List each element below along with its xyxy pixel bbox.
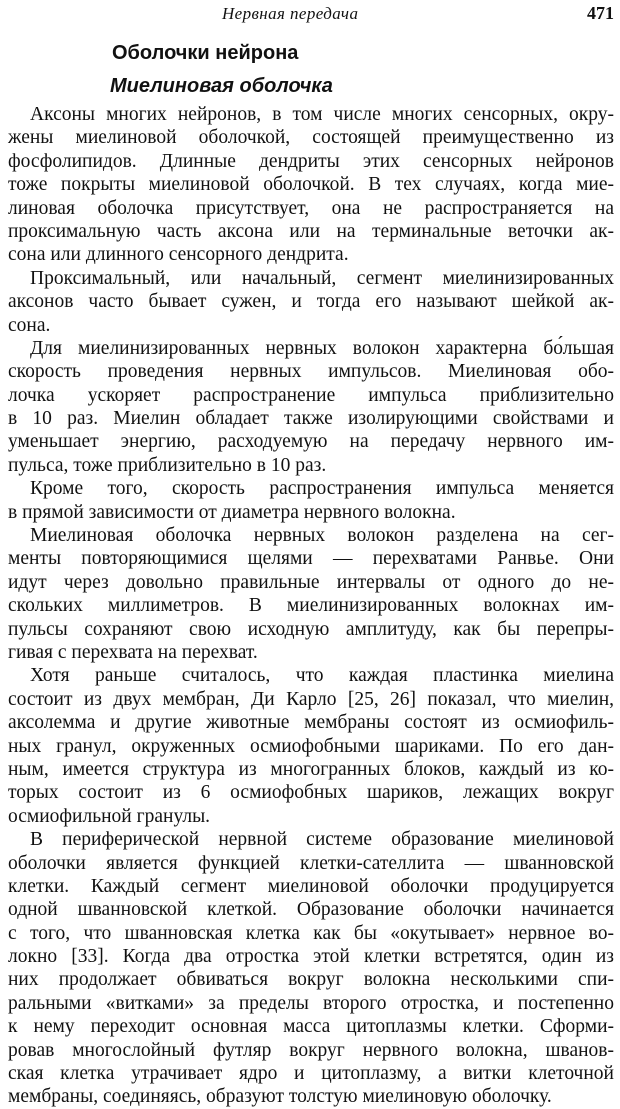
paragraph [8, 103, 614, 267]
text-line: тоже покрыты миелиновой оболочкой. В тех случаях, когда мие- [8, 174, 614, 196]
text-line: ным, имеется структура из многогранных блоков, каждый из ко- [8, 758, 614, 780]
text-line: ская клетка утрачивает ядро и цитоплазму, а витки клеточной [8, 1063, 614, 1085]
text-line: ных гранул, окруженных осмиофобными шариками. По его дан- [8, 735, 614, 757]
paragraph [8, 477, 614, 524]
paragraph [8, 337, 614, 477]
text-line: скольких миллиметров. В миелинизированных волокнах им- [8, 595, 614, 617]
text-line: В периферической нервной системе образование миелиновой [30, 829, 614, 851]
running-title: Нервная передача [222, 4, 359, 23]
text-line: Кроме того, скорость распространения импульса меняется [30, 478, 614, 500]
text-line: менты повторяющимися щелями — перехватами Ранвье. Они [8, 548, 614, 570]
text-line: Для миелинизированных нервных волокон характерна бо́льшая [30, 337, 614, 359]
text-line: Хотя раньше считалось, что каждая пластинка миелина [30, 665, 614, 687]
text-line: ровав многослойный футляр вокруг нервного волокна, шванов- [8, 1039, 614, 1061]
text-line: клетки. Каждый сегмент миелиновой оболочки продуцируется [8, 875, 614, 897]
page-number: 471 [587, 3, 614, 23]
text-line: к нему переходит основная масса цитоплазмы клетки. Сформи- [8, 1016, 614, 1038]
text-line: с того, что шванновская клетка как бы «окутывает» нервное во- [8, 922, 614, 944]
paragraph [8, 267, 614, 337]
section-title: Оболочки нейрона [112, 42, 299, 64]
text-line: идут через довольно правильные интервалы от одного до не- [8, 571, 614, 593]
running-head [0, 2, 620, 28]
paragraph [8, 524, 614, 664]
text-line: ральными «витками» за пределы второго отростка, и постепенно [8, 992, 614, 1014]
text-line: в прямой зависимости от диаметра нервного волокна. [8, 501, 456, 523]
text-line: торых состоит из 6 осмиофобных шариков, лежащих вокруг [8, 782, 614, 804]
text-line: аксонов часто бывает сужен, и тогда его называют шейкой ак- [8, 291, 614, 313]
text-line: аксолемма и другие животные мембраны состоят из осмиофиль- [8, 712, 614, 734]
text-line: Аксоны многих нейронов, в том числе многих сенсорных, окру- [30, 104, 614, 125]
text-line: оболочки является функцией клетки-сателлита — шванновской [8, 852, 614, 874]
text-line: в 10 раз. Миелин обладает также изолирующими свойствами и [8, 408, 614, 430]
text-line: лочка ускоряет распространение импульса приблизительно [8, 384, 614, 406]
text-line: уменьшает энергию, расходуемую на передачу нервного им- [8, 431, 614, 453]
text-line: локно [33]. Когда два отростка этой клетки встретятся, один из [8, 946, 614, 968]
text-line: мембраны, соединяясь, образуют толстую миелиновую оболочку. [8, 1086, 552, 1108]
text-line: фосфолипидов. Длинные дендриты этих сенсорных нейронов [8, 150, 614, 172]
text-line: осмиофильной гранулы. [8, 805, 211, 827]
text-line: них продолжает обвиваться вокруг волокна несколькими спи- [8, 969, 614, 991]
text-line: линовая оболочка присутствует, она не распространяется на [8, 197, 614, 219]
text-line: пульсы сохраняют свою исходную амплитуду, как бы перепры- [8, 618, 614, 640]
text-line: проксимальную часть аксона или на терминальные веточки ак- [8, 220, 614, 242]
text-line: сона. [8, 314, 51, 336]
subsection-title: Миелиновая оболочка [110, 75, 333, 97]
text-line: состоит из двух мембран, Ди Карло [25, 26] показал, что миелин, [8, 688, 614, 710]
text-line: одной шванновской клеткой. Образование оболочки начинается [8, 899, 614, 921]
paragraph [8, 664, 614, 828]
text-line: Миелиновая оболочка нервных волокон разделена на сег- [30, 525, 614, 547]
text-line: Проксимальный, или начальный, сегмент миелинизированных [30, 267, 614, 289]
text-line: жены миелиновой оболочкой, состоящей преимущественно из [8, 127, 614, 149]
text-line: гивая с перехвата на перехват. [8, 641, 258, 663]
text-line: пульса, тоже приблизительно в 10 раз. [8, 454, 327, 476]
text-line: сона или длинного сенсорного дендрита. [8, 244, 349, 266]
text-line: скорость проведения нервных импульсов. Миелиновая обо- [8, 361, 614, 383]
paragraph [8, 828, 614, 1109]
body-text [8, 103, 614, 1109]
